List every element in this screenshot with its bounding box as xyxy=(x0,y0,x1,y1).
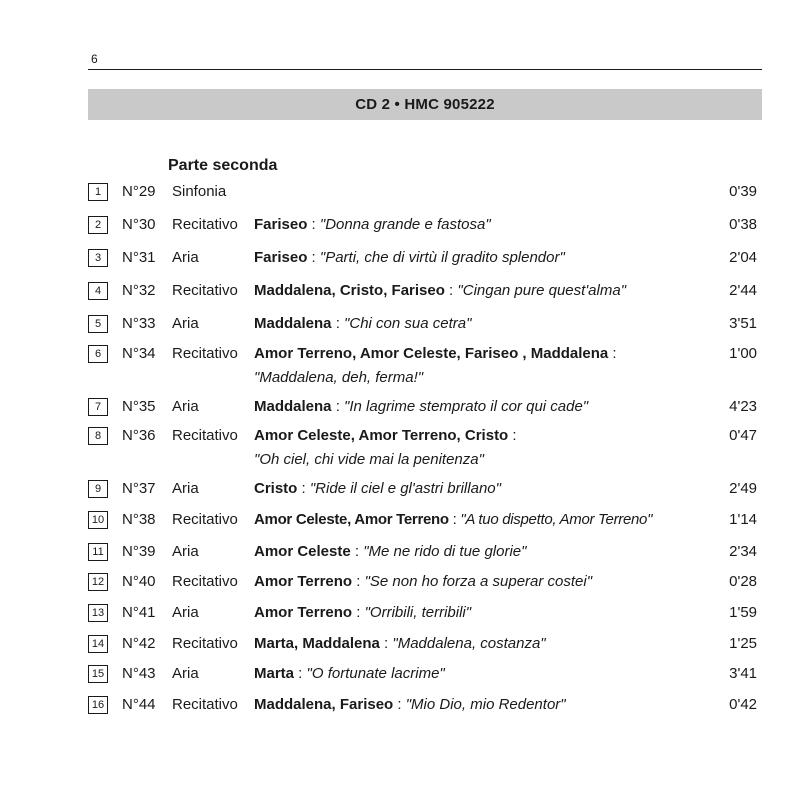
track-number-box: 16 xyxy=(88,696,108,714)
separator: : xyxy=(297,480,310,497)
duration: 0'28 xyxy=(729,573,757,590)
work-number: N°36 xyxy=(122,427,156,444)
duration: 3'41 xyxy=(729,665,757,682)
work-type: Aria xyxy=(172,480,199,497)
characters: Maddalena xyxy=(254,398,332,415)
work-type: Recitativo xyxy=(172,427,238,444)
work-number: N°35 xyxy=(122,398,156,415)
track-number-box: 9 xyxy=(88,480,108,498)
incipit: "Cingan pure quest'alma" xyxy=(457,282,627,299)
separator: : xyxy=(331,315,345,332)
work-number: N°43 xyxy=(122,665,156,682)
characters: Amor Terreno xyxy=(254,604,353,621)
separator: : xyxy=(307,216,320,233)
track-description xyxy=(254,693,714,717)
duration: 0'47 xyxy=(729,427,757,444)
track-number-box: 14 xyxy=(88,635,108,653)
incipit: "Mio Dio, mio Redentor" xyxy=(405,696,566,713)
track-description xyxy=(254,508,714,532)
characters: Marta, Maddalena xyxy=(254,635,380,652)
track-number-box: 5 xyxy=(88,315,108,333)
duration: 0'38 xyxy=(729,216,757,233)
track-number-box: 1 xyxy=(88,183,108,201)
duration: 2'04 xyxy=(729,249,757,266)
header-rule xyxy=(88,69,762,70)
page-number: 6 xyxy=(91,52,98,66)
work-type: Recitativo xyxy=(172,511,238,528)
work-type: Recitativo xyxy=(172,282,238,299)
separator: : xyxy=(608,345,617,362)
separator: : xyxy=(508,427,517,444)
characters: Fariseo xyxy=(254,249,308,266)
separator: : xyxy=(350,543,364,560)
incipit: "Me ne rido di tue glorie" xyxy=(363,543,527,560)
track-description xyxy=(254,662,714,686)
work-type: Aria xyxy=(172,398,199,415)
work-number: N°38 xyxy=(122,511,156,528)
work-number: N°33 xyxy=(122,315,156,332)
track-number-box: 10 xyxy=(88,511,108,529)
track-description xyxy=(254,540,714,564)
characters: Amor Celeste xyxy=(254,543,351,560)
track-description xyxy=(254,246,714,270)
work-number: N°34 xyxy=(122,345,156,362)
track-number-box: 11 xyxy=(88,543,108,561)
track-number-box: 3 xyxy=(88,249,108,267)
incipit: "Ride il ciel e gl'astri brillano" xyxy=(309,480,501,497)
work-type: Recitativo xyxy=(172,696,238,713)
separator: : xyxy=(294,665,307,682)
characters: Marta xyxy=(254,665,295,682)
track-description xyxy=(254,312,714,336)
duration: 1'59 xyxy=(729,604,757,621)
track-number-box: 8 xyxy=(88,427,108,445)
track-description xyxy=(254,424,714,472)
work-type: Aria xyxy=(172,604,199,621)
track-number-box: 2 xyxy=(88,216,108,234)
duration: 2'44 xyxy=(729,282,757,299)
work-type: Recitativo xyxy=(172,573,238,590)
separator: : xyxy=(352,573,365,590)
characters: Cristo xyxy=(254,480,298,497)
track-number-box: 12 xyxy=(88,573,108,591)
track-description xyxy=(254,213,714,237)
duration: 1'25 xyxy=(729,635,757,652)
incipit: "Maddalena, costanza" xyxy=(392,635,546,652)
work-type: Aria xyxy=(172,543,199,560)
characters: Maddalena, Cristo, Fariseo xyxy=(254,282,445,299)
work-type: Sinfonia xyxy=(172,183,227,200)
cd-header-banner xyxy=(88,89,762,120)
track-description xyxy=(254,279,714,303)
incipit: "O fortunate lacrime" xyxy=(306,665,445,682)
separator: : xyxy=(352,604,365,621)
duration: 2'49 xyxy=(729,480,757,497)
incipit: "Se non ho forza a superar costei" xyxy=(364,573,593,590)
track-number-box: 6 xyxy=(88,345,108,363)
duration: 1'14 xyxy=(729,511,757,528)
separator: : xyxy=(444,282,458,299)
incipit: "In lagrime stemprato il cor qui cade" xyxy=(344,398,589,415)
work-number: N°32 xyxy=(122,282,156,299)
characters: Amor Terreno, Amor Celeste, Fariseo , Maddalena xyxy=(254,345,609,362)
separator: : xyxy=(379,635,393,652)
track-description xyxy=(254,395,714,419)
work-number: N°41 xyxy=(122,604,156,621)
track-number-box: 4 xyxy=(88,282,108,300)
incipit: "Chi con sua cetra" xyxy=(344,315,472,332)
track-number-box: 15 xyxy=(88,665,108,683)
work-number: N°37 xyxy=(122,480,156,497)
incipit: "A tuo dispetto, Amor Terreno" xyxy=(460,511,653,528)
separator: : xyxy=(393,696,406,713)
duration: 4'23 xyxy=(729,398,757,415)
cd-header-text: CD 2 • HMC 905222 xyxy=(355,96,495,113)
duration: 0'42 xyxy=(729,696,757,713)
work-type: Recitativo xyxy=(172,635,238,652)
work-number: N°31 xyxy=(122,249,156,266)
characters: Amor Celeste, Amor Terreno, Cristo xyxy=(254,427,509,444)
characters: Fariseo xyxy=(254,216,308,233)
separator: : xyxy=(448,511,461,528)
work-number: N°42 xyxy=(122,635,156,652)
track-description xyxy=(254,601,714,625)
incipit: "Donna grande e fastosa" xyxy=(319,216,491,233)
duration: 2'34 xyxy=(729,543,757,560)
track-description xyxy=(254,477,714,501)
work-number: N°39 xyxy=(122,543,156,560)
duration: 1'00 xyxy=(729,345,757,362)
work-type: Aria xyxy=(172,315,199,332)
characters: Maddalena, Fariseo xyxy=(254,696,394,713)
characters: Maddalena xyxy=(254,315,332,332)
track-description xyxy=(254,632,714,656)
work-number: N°29 xyxy=(122,183,156,200)
work-number: N°44 xyxy=(122,696,156,713)
incipit: "Parti, che di virtù il gradito splendor" xyxy=(319,249,565,266)
incipit-continued: "Maddalena, deh, ferma!" xyxy=(254,369,424,386)
characters: Amor Terreno xyxy=(254,573,353,590)
separator: : xyxy=(331,398,345,415)
work-type: Recitativo xyxy=(172,345,238,362)
work-type: Recitativo xyxy=(172,216,238,233)
work-number: N°30 xyxy=(122,216,156,233)
work-type: Aria xyxy=(172,249,199,266)
track-description xyxy=(254,342,714,390)
section-title: Parte seconda xyxy=(168,157,278,174)
characters: Amor Celeste, Amor Terreno xyxy=(254,511,449,528)
incipit: "Orribili, terribili" xyxy=(364,604,472,621)
work-type: Aria xyxy=(172,665,199,682)
track-description xyxy=(254,570,714,594)
incipit-continued: "Oh ciel, chi vide mai la penitenza" xyxy=(254,451,484,468)
track-number-box: 13 xyxy=(88,604,108,622)
track-number-box: 7 xyxy=(88,398,108,416)
duration: 3'51 xyxy=(729,315,757,332)
work-number: N°40 xyxy=(122,573,156,590)
separator: : xyxy=(307,249,320,266)
duration: 0'39 xyxy=(729,183,757,200)
